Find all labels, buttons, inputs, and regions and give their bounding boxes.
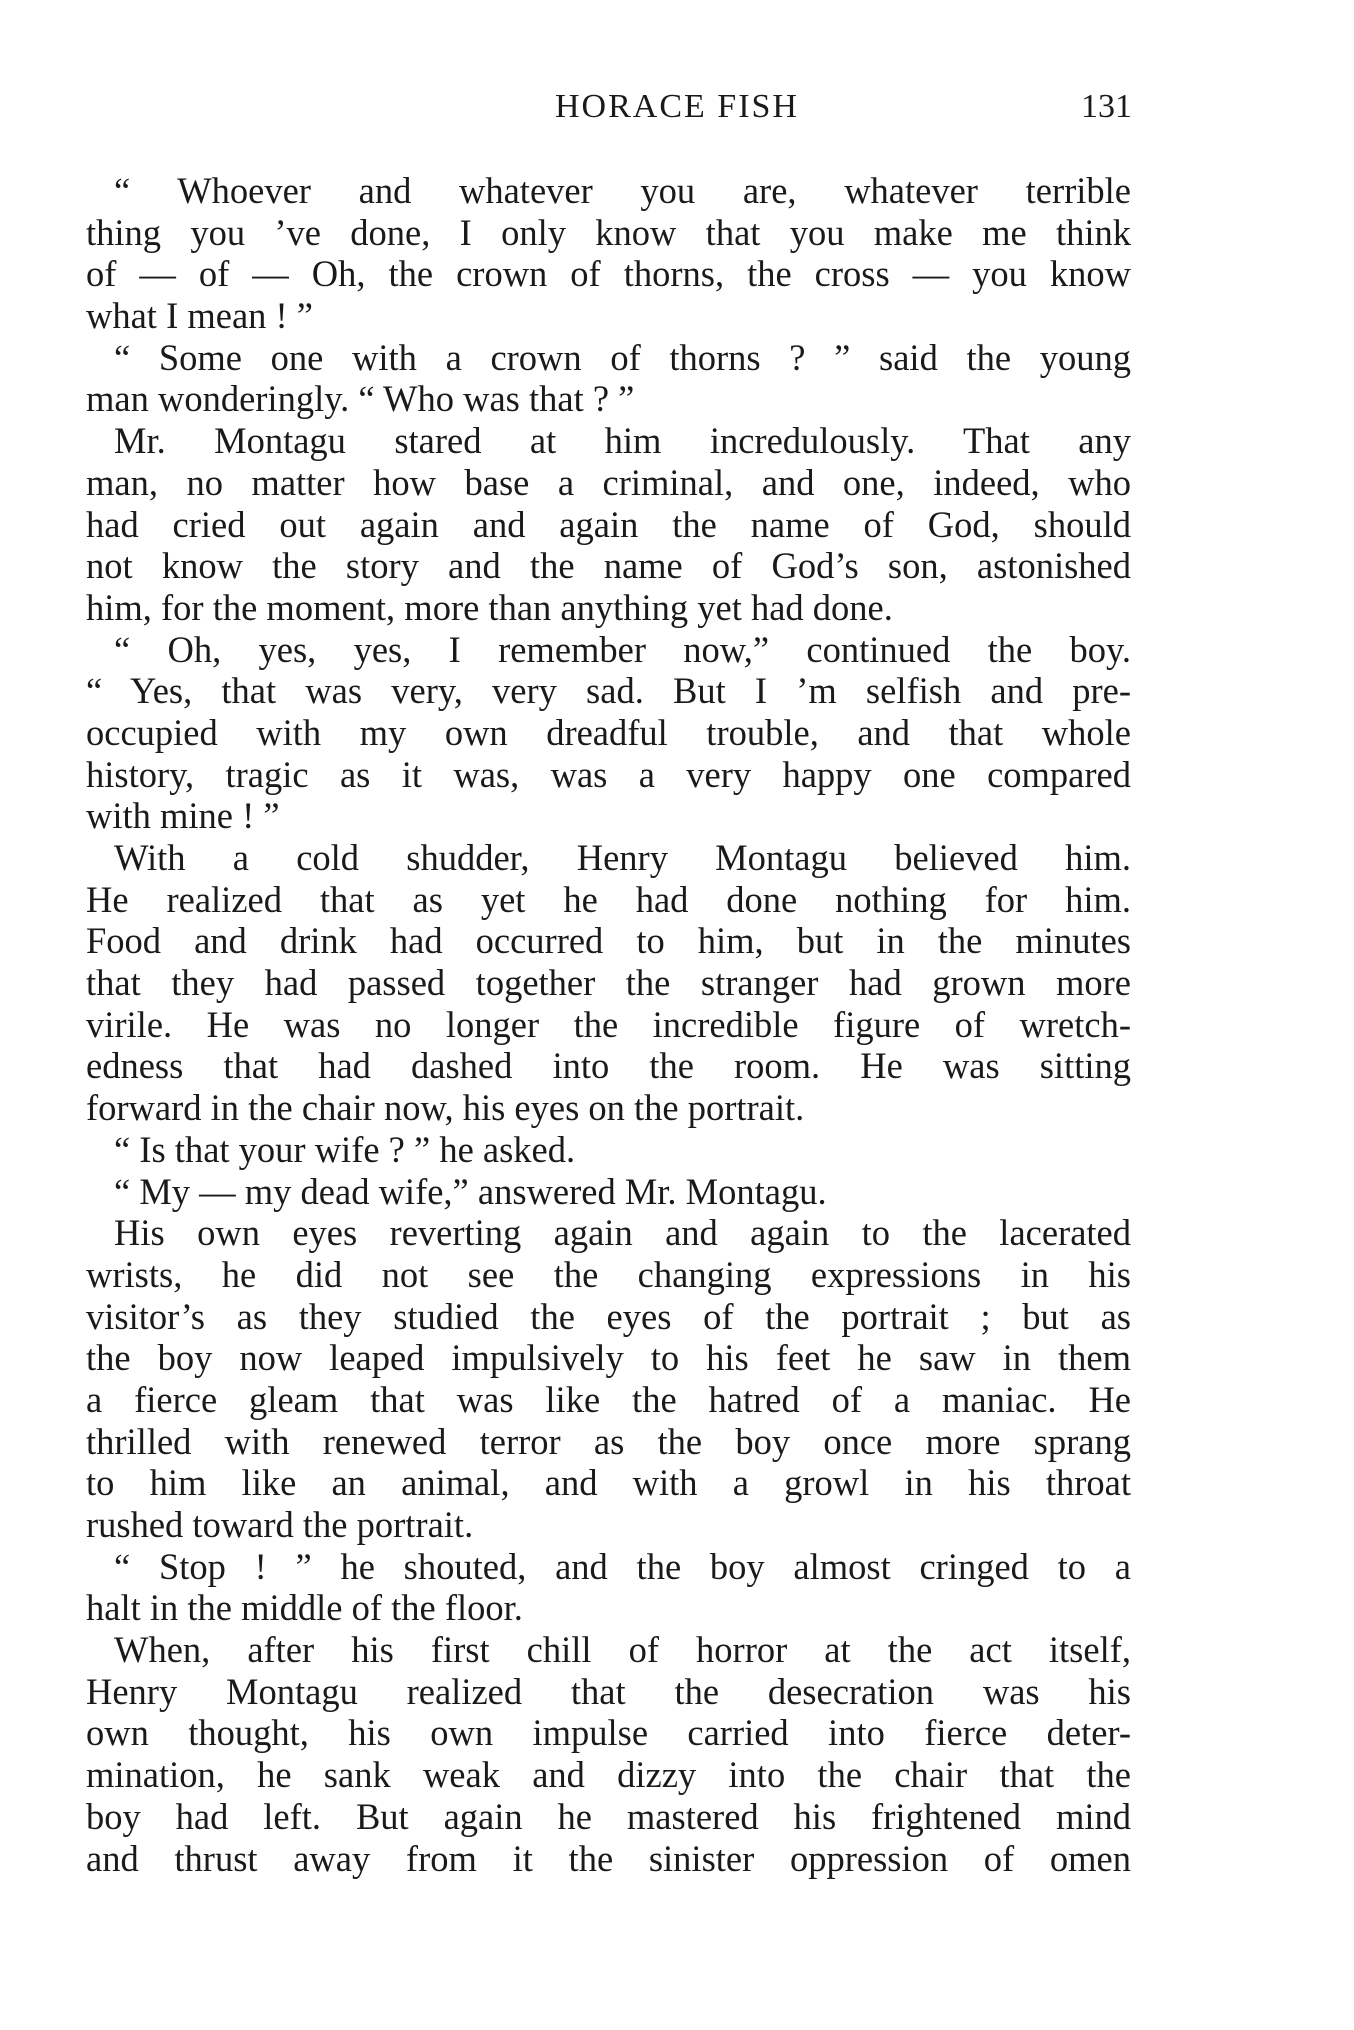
text-line: “ Whoever and whatever you are, whatever terrible [114,170,1131,211]
text-line: He realized that as yet he had done nothing for him. [86,878,1131,920]
text-line: virile. He was no longer the incredible figure of wretch- [86,1003,1131,1045]
text-line: forward in the chair now, his eyes on the portrait. [86,1087,805,1129]
body-text [86,170,1131,1879]
text-line: His own eyes reverting again and again to the lacerated [114,1212,1131,1254]
text-line: visitor’s as they studied the eyes of the portrait ; but as [86,1295,1131,1337]
text-line: “ Some one with a crown of thorns ? ” said the young [114,336,1131,378]
text-line: thing you ’ve done, I only know that you make me think [86,211,1131,253]
text-line: rushed toward the portrait. [86,1504,474,1545]
text-line: edness that had dashed into the room. He was sitting [86,1045,1131,1087]
text-line: “ Yes, that was very, very sad. But I ’m selfish and pre- [86,670,1131,712]
text-line: wrists, he did not see the changing expressions in his [86,1253,1131,1295]
text-line: Food and drink had occurred to him, but in the minutes [86,920,1131,962]
text-line: of — of — Oh, the crown of thorns, the cross — you know [86,253,1131,295]
text-line: “ My — my dead wife,” answered Mr. Montagu. [114,1170,827,1212]
text-line: to him like an animal, and with a growl in his throat [86,1462,1131,1504]
page-number: 131 [1081,88,1132,125]
text-line: boy had left. But again he mastered his frightened mind [86,1795,1131,1837]
text-line: with mine ! ” [86,795,280,837]
text-line: that they had passed together the stranger had grown more [86,962,1131,1004]
text-line: thrilled with renewed terror as the boy once more sprang [86,1420,1131,1462]
text-line: When, after his first chill of horror at the act itself, [114,1629,1131,1671]
text-line: halt in the middle of the floor. [86,1587,523,1629]
text-line: what I mean ! ” [86,295,314,337]
text-line: had cried out again and again the name of God, should [86,503,1131,545]
text-line: history, tragic as it was, was a very happy one compared [86,753,1131,795]
page-header [0,88,1354,132]
text-line: “ Is that your wife ? ” he asked. [114,1128,576,1170]
text-line: occupied with my own dreadful trouble, and that whole [86,711,1131,753]
text-line: a fierce gleam that was like the hatred of a maniac. He [86,1378,1131,1420]
text-line: man wonderingly. “ Who was that ? ” [86,378,635,420]
text-line: him, for the moment, more than anything yet had done. [86,586,893,628]
text-line: With a cold shudder, Henry Montagu believed him. [114,837,1131,878]
text-line: and thrust away from it the sinister oppression of omen [86,1837,1131,1879]
text-line: own thought, his own impulse carried into fierce deter- [86,1712,1131,1754]
text-line: Mr. Montagu stared at him incredulously. That any [114,420,1131,462]
text-line: mination, he sank weak and dizzy into the chair that the [86,1754,1131,1796]
running-head: HORACE FISH [555,88,799,125]
text-line: the boy now leaped impulsively to his feet he saw in them [86,1337,1131,1379]
text-line: “ Stop ! ” he shouted, and the boy almost cringed to a [114,1545,1131,1587]
text-line: “ Oh, yes, yes, I remember now,” continued the boy. [114,628,1131,670]
text-line: Henry Montagu realized that the desecration was his [86,1670,1131,1712]
text-line: not know the story and the name of God’s son, astonished [86,545,1131,587]
text-line: man, no matter how base a criminal, and one, indeed, who [86,461,1131,503]
